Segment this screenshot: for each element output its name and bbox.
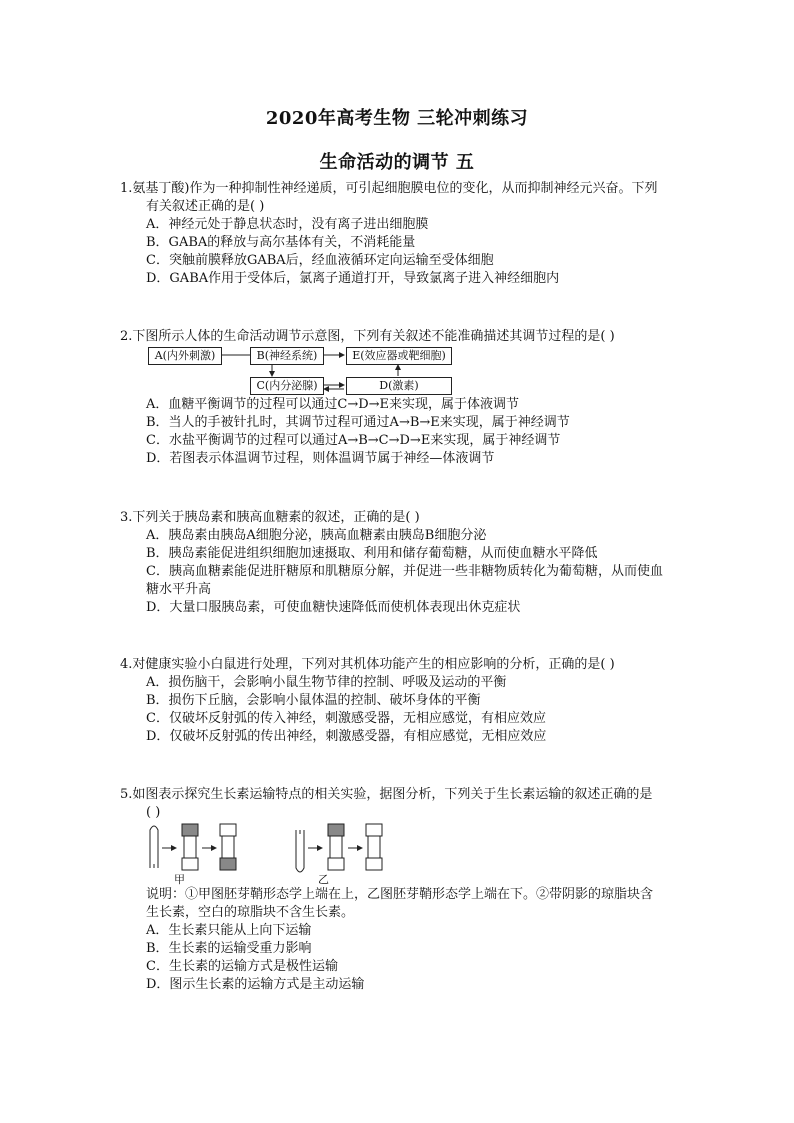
regulation-diagram: [148, 346, 468, 394]
question-1-option-d: D．GABA作用于受体后，氯离子通道打开，导致氯离子进入神经细胞内: [146, 271, 560, 286]
question-4-option-b: B．损伤下丘脑，会影响小鼠体温的控制、破坏身体的平衡: [146, 693, 481, 708]
coleoptile-yi: [296, 830, 304, 872]
diagram-box-d: D(激素): [346, 377, 452, 395]
question-3: [120, 509, 710, 617]
agar-block-jia-bottom-1: [182, 858, 198, 870]
question-1-stem-cont: 有关叙述正确的是( ): [146, 199, 265, 214]
question-4-option-c: C．仅破坏反射弧的传入神经，刺激感受器，无相应感觉，有相应效应: [146, 711, 546, 726]
question-4-option-a: A．损伤脑干，会影响小鼠生物节律的控制、呼吸及运动的平衡: [146, 675, 507, 690]
diagram-box-a: A(内外刺激): [148, 347, 222, 365]
question-2-option-c: C．水盐平衡调节的过程可以通过A→B→C→D→E来实现，属于神经调节: [146, 433, 561, 448]
agar-block-yi-top-2: [366, 824, 382, 836]
question-1-option-c: C．突触前膜释放GABA后，经血液循环定向运输至受体细胞: [146, 253, 494, 268]
agar-block-yi-bottom-2: [366, 858, 382, 870]
figure-label-yi: 乙: [318, 873, 329, 886]
question-5-option-c: C．生长素的运输方式是极性运输: [146, 959, 338, 974]
question-3-option-d: D．大量口服胰岛素，可使血糖快速降低而使机体表现出休克症状: [146, 600, 521, 615]
question-5-option-b: B．生长素的运输受重力影响: [146, 941, 312, 956]
diagram-box-c: C(内分泌腺): [250, 377, 324, 395]
question-2-options: [120, 396, 710, 468]
question-1-stem: 1.氨基丁酸)作为一种抑制性神经递质，可引起细胞膜电位的变化，从而抑制神经元兴奋。下列: [120, 181, 658, 196]
question-3-option-c-cont: 糖水平升高: [146, 582, 212, 597]
agar-block-jia-top-2: [220, 824, 236, 836]
segment-yi-2: [368, 836, 380, 858]
question-5-note: 说明：①甲图胚芽鞘形态学上端在上，乙图胚芽鞘形态学上端在下。②带阴影的琼脂块含: [146, 887, 654, 902]
auxin-experiment-figure: [146, 820, 396, 884]
question-1: [120, 180, 710, 288]
agar-block-yi-top-1: [328, 824, 344, 836]
question-3-option-a: A．胰岛素由胰岛A细胞分泌，胰高血糖素由胰岛B细胞分泌: [146, 528, 487, 543]
question-5-option-d: D．图示生长素的运输方式是主动运输: [146, 977, 365, 992]
diagram-box-e: E(效应器或靶细胞): [346, 347, 452, 365]
question-2-option-b: B．当人的手被针扎时，其调节过程可通过A→B→E来实现，属于神经调节: [146, 415, 570, 430]
question-3-option-b: B．胰岛素能促进组织细胞加速摄取、利用和储存葡萄糖，从而使血糖水平降低: [146, 546, 598, 561]
question-3-stem: 3.下列关于胰岛素和胰高血糖素的叙述，正确的是( ): [120, 510, 420, 525]
question-4-stem: 4.对健康实验小白鼠进行处理，下列对其机体功能产生的相应影响的分析，正确的是( ): [120, 657, 615, 672]
question-1-option-a: A．神经元处于静息状态时，没有离子进出细胞膜: [146, 217, 429, 232]
question-3-option-c: C．胰高血糖素能促进肝糖原和肌糖原分解，并促进一些非糖物质转化为葡萄糖，从而使血: [146, 564, 663, 579]
question-2-stem: 2.下图所示人体的生命活动调节示意图，下列有关叙述不能准确描述其调节过程的是( ): [120, 329, 615, 344]
agar-block-yi-bottom-1: [328, 858, 344, 870]
question-5-stem-cont: ( ): [146, 805, 161, 820]
agar-block-jia-top-1: [182, 824, 198, 836]
question-5-option-a: A．生长素只能从上向下运输: [146, 923, 312, 938]
question-2: [120, 328, 710, 346]
question-4-option-d: D．仅破坏反射弧的传出神经，刺激感受器，有相应感觉，无相应效应: [146, 729, 547, 744]
coleoptile-jia: [150, 826, 158, 868]
question-2-option-a: A．血糖平衡调节的过程可以通过C→D→E来实现，属于体液调节: [146, 397, 520, 412]
question-5-stem: 5.如图表示探究生长素运输特点的相关实验，据图分析，下列关于生长素运输的叙述正确的是: [120, 787, 653, 802]
question-5: [120, 786, 710, 822]
question-4: [120, 656, 710, 746]
diagram-box-b: B(神经系统): [250, 347, 324, 365]
segment-jia-1: [184, 836, 196, 858]
question-2-option-d: D．若图表示体温调节过程，则体温调节属于神经—体液调节: [146, 451, 495, 466]
document-subtitle: 生命活动的调节 五: [319, 152, 475, 173]
segment-yi-1: [330, 836, 342, 858]
segment-jia-2: [222, 836, 234, 858]
document-title: 2020年高考生物 三轮冲刺练习: [265, 108, 529, 129]
agar-block-jia-bottom-2: [220, 858, 236, 870]
figure-label-jia: 甲: [174, 873, 185, 886]
question-5-body: [120, 886, 710, 994]
question-5-note-cont: 生长素，空白的琼脂块不含生长素。: [146, 905, 355, 920]
question-1-option-b: B．GABA的释放与高尔基体有关，不消耗能量: [146, 235, 416, 250]
